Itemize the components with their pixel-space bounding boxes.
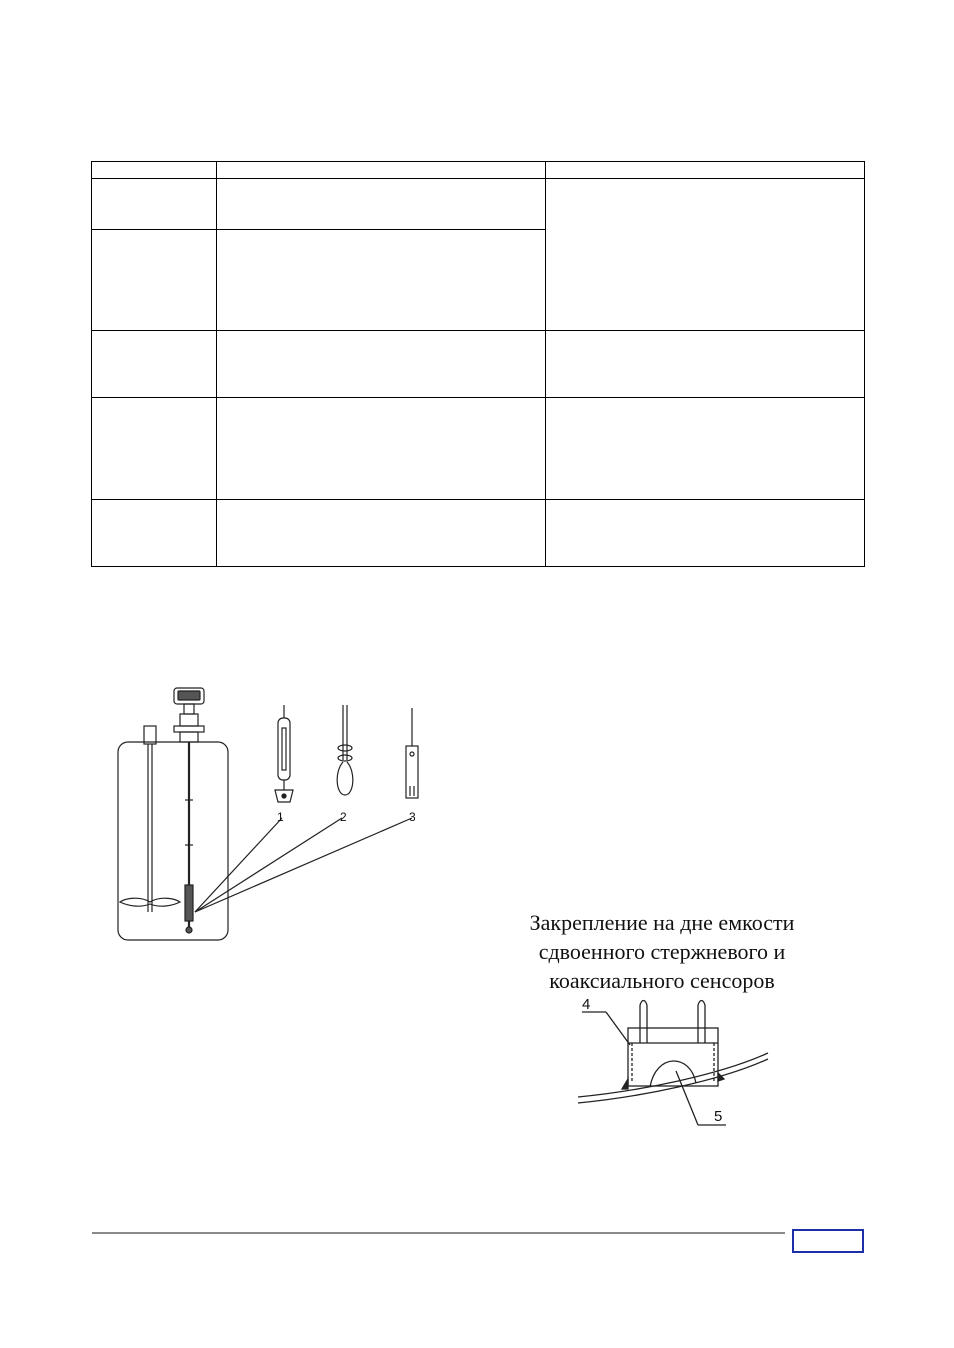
table-cell xyxy=(217,500,546,567)
rope-loop-icon xyxy=(337,705,353,795)
table-cell xyxy=(546,500,865,567)
agitator-blade-icon xyxy=(120,898,180,906)
callout-label-3: 3 xyxy=(409,810,416,824)
figure-title-line: коаксиального сенсоров xyxy=(549,968,775,993)
footer-rule xyxy=(92,1232,785,1234)
agitator-motor xyxy=(144,726,156,744)
table-cell xyxy=(217,331,546,398)
table-cell xyxy=(217,179,546,230)
table-cell-merged xyxy=(546,179,865,331)
figure-title-line: сдвоенного стержневого и xyxy=(538,939,786,964)
table-cell xyxy=(217,398,546,500)
spec-table xyxy=(91,161,865,567)
tank-anchoring-figure xyxy=(110,680,430,950)
table-cell xyxy=(92,162,217,179)
bottom-anchoring-figure-title xyxy=(470,908,854,995)
table-cell xyxy=(546,331,865,398)
weight-icon xyxy=(406,708,418,798)
table-cell xyxy=(92,230,217,331)
table-row xyxy=(92,331,865,398)
weld-arch xyxy=(650,1061,696,1087)
table-row xyxy=(92,179,865,230)
table-cell xyxy=(217,162,546,179)
bottom-anchoring-figure xyxy=(570,995,780,1135)
table-cell xyxy=(217,230,546,331)
turnbuckle-icon xyxy=(275,705,293,802)
table-cell xyxy=(92,500,217,567)
page-number-box xyxy=(792,1229,864,1253)
callout-label-5: 5 xyxy=(714,1108,723,1125)
tank-bottom-curve xyxy=(578,1053,768,1097)
callout-label-2: 2 xyxy=(340,810,347,824)
table-cell xyxy=(92,179,217,230)
table-row xyxy=(92,500,865,567)
table-row xyxy=(92,398,865,500)
callout-label-4: 4 xyxy=(582,996,591,1013)
figure-title-line: Закрепление на дне емкости xyxy=(529,910,795,935)
table-cell xyxy=(92,331,217,398)
table-header-row xyxy=(92,162,865,179)
callout-label-1: 1 xyxy=(277,810,284,824)
table-cell xyxy=(546,162,865,179)
table-cell xyxy=(546,398,865,500)
tank-outline xyxy=(118,742,228,940)
table-cell xyxy=(92,398,217,500)
